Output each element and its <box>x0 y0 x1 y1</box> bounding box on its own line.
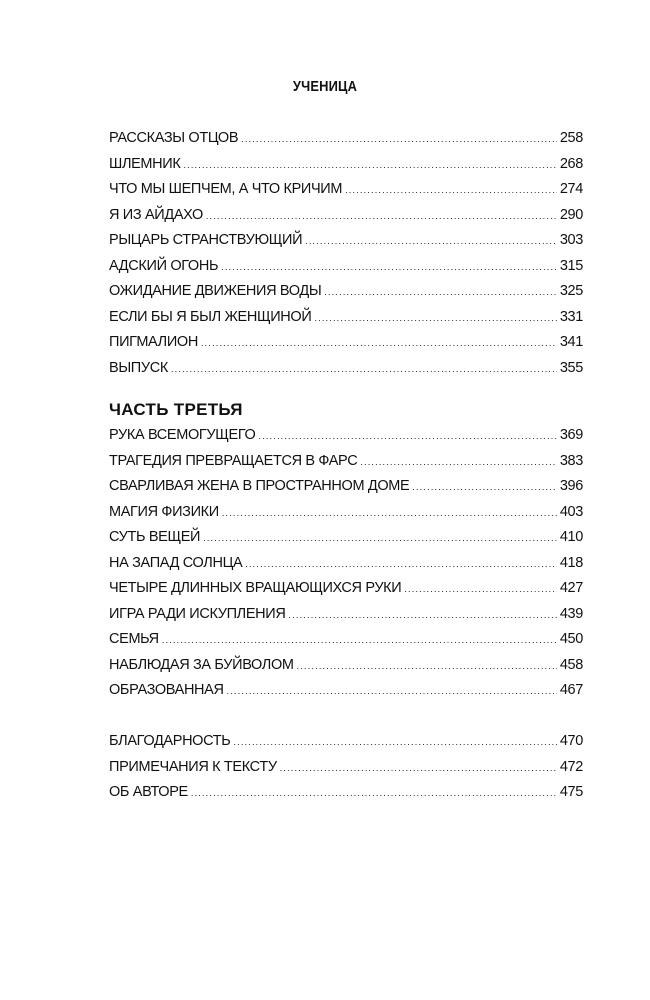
toc-entry[interactable] <box>109 152 583 178</box>
leader-dots <box>191 789 557 798</box>
leader-dots <box>314 314 556 323</box>
entry-page: 458 <box>559 656 583 673</box>
entry-title: ТРАГЕДИЯ ПРЕВРАЩАЕТСЯ В ФАРС <box>109 452 358 469</box>
toc-entry[interactable] <box>109 500 583 526</box>
entry-page: 475 <box>559 784 583 800</box>
leader-dots <box>305 237 557 246</box>
entry-title: СУТЬ ВЕЩЕЙ <box>109 529 201 545</box>
entry-page: 258 <box>559 130 583 146</box>
entry-page: 331 <box>559 308 583 325</box>
entry-title: ПИГМАЛИОН <box>109 334 198 350</box>
entry-title: РАССКАЗЫ ОТЦОВ <box>109 130 239 146</box>
leader-dots <box>241 135 557 144</box>
leader-dots <box>245 560 557 569</box>
toc-entry[interactable] <box>109 678 583 704</box>
toc-entry[interactable] <box>109 203 583 229</box>
leader-dots <box>404 585 556 594</box>
entry-page: 472 <box>559 758 583 775</box>
entry-title: ЕСЛИ БЫ Я БЫЛ ЖЕНЩИНОЙ <box>109 308 312 325</box>
toc-entry[interactable] <box>109 576 583 602</box>
entry-page: 355 <box>559 359 583 376</box>
entry-page: 450 <box>559 631 583 647</box>
entry-title: СВАРЛИВАЯ ЖЕНА В ПРОСТРАННОМ ДОМЕ <box>109 478 410 494</box>
leader-dots <box>183 161 556 170</box>
entry-title: ОБРАЗОВАННАЯ <box>109 682 224 698</box>
leader-dots <box>203 534 557 543</box>
leader-dots <box>201 339 557 348</box>
entry-page: 383 <box>559 452 583 469</box>
toc-entry[interactable] <box>109 356 583 382</box>
toc-entry[interactable] <box>109 330 583 356</box>
toc-entry[interactable] <box>109 279 583 305</box>
entry-page: 369 <box>559 427 583 443</box>
leader-dots <box>324 288 557 297</box>
toc-entry[interactable] <box>109 551 583 577</box>
entry-title: ШЛЕМНИК <box>109 155 181 172</box>
toc-entry[interactable] <box>109 228 583 254</box>
toc-list-back-matter <box>109 729 583 806</box>
toc-entry[interactable] <box>109 525 583 551</box>
entry-page: 418 <box>559 554 583 571</box>
entry-page: 403 <box>559 503 583 520</box>
entry-page: 325 <box>559 283 583 299</box>
entry-title: АДСКИЙ ОГОНЬ <box>109 257 219 274</box>
toc-entry[interactable] <box>109 305 583 331</box>
toc-entry[interactable] <box>109 627 583 653</box>
leader-dots <box>162 636 557 645</box>
entry-page: 303 <box>559 232 583 248</box>
entry-title: ИГРА РАДИ ИСКУПЛЕНИЯ <box>109 605 286 622</box>
toc-entry[interactable] <box>109 177 583 203</box>
leader-dots <box>227 687 557 696</box>
toc-entry[interactable] <box>109 602 583 628</box>
entry-page: 467 <box>559 682 583 698</box>
toc-entry[interactable] <box>109 653 583 679</box>
entry-page: 341 <box>559 334 583 350</box>
toc-entry[interactable] <box>109 423 583 449</box>
leader-dots <box>345 186 557 195</box>
entry-title: РЫЦАРЬ СТРАНСТВУЮЩИЙ <box>109 232 303 248</box>
entry-title: ЧТО МЫ ШЕПЧЕМ, А ЧТО КРИЧИМ <box>109 181 343 197</box>
entry-title: РУКА ВСЕМОГУЩЕГО <box>109 427 256 443</box>
entry-title: БЛАГОДАРНОСТЬ <box>109 733 231 749</box>
entry-title: ПРИМЕЧАНИЯ К ТЕКСТУ <box>109 758 277 775</box>
entry-title: СЕМЬЯ <box>109 631 159 647</box>
leader-dots <box>222 509 557 518</box>
entry-title: МАГИЯ ФИЗИКИ <box>109 503 219 520</box>
entry-page: 427 <box>559 580 583 596</box>
toc-entry[interactable] <box>109 474 583 500</box>
leader-dots <box>280 764 557 773</box>
leader-dots <box>360 458 557 467</box>
entry-page: 396 <box>559 478 583 494</box>
toc-list-section-one <box>109 126 583 381</box>
leader-dots <box>171 365 557 374</box>
entry-title: ОЖИДАНИЕ ДВИЖЕНИЯ ВОДЫ <box>109 283 322 299</box>
section-title: УЧЕНИЦА <box>292 78 358 95</box>
entry-title: НА ЗАПАД СОЛНЦА <box>109 554 243 571</box>
toc-entry[interactable] <box>109 755 583 781</box>
leader-dots <box>233 738 556 747</box>
entry-title: Я ИЗ АЙДАХО <box>109 206 203 223</box>
entry-page: 410 <box>559 529 583 545</box>
leader-dots <box>412 483 557 492</box>
leader-dots <box>297 662 557 671</box>
entry-title: ЧЕТЫРЕ ДЛИННЫХ ВРАЩАЮЩИХСЯ РУКИ <box>109 580 402 596</box>
leader-dots <box>289 611 557 620</box>
toc-entry[interactable] <box>109 729 583 755</box>
toc-entry[interactable] <box>109 126 583 152</box>
entry-title: ОБ АВТОРЕ <box>109 784 188 800</box>
part-heading: ЧАСТЬ ТРЕТЬЯ <box>109 400 243 419</box>
entry-page: 268 <box>559 155 583 172</box>
entry-page: 290 <box>559 206 583 223</box>
entry-page: 470 <box>559 733 583 749</box>
entry-page: 315 <box>559 257 583 274</box>
toc-list-part-three <box>109 423 583 704</box>
toc-entry[interactable] <box>109 780 583 806</box>
entry-title: НАБЛЮДАЯ ЗА БУЙВОЛОМ <box>109 656 294 673</box>
entry-page: 274 <box>559 181 583 197</box>
leader-dots <box>221 263 557 272</box>
toc-entry[interactable] <box>109 449 583 475</box>
leader-dots <box>258 432 556 441</box>
leader-dots <box>206 212 557 221</box>
toc-entry[interactable] <box>109 254 583 280</box>
entry-title: ВЫПУСК <box>109 359 168 376</box>
entry-page: 439 <box>559 605 583 622</box>
